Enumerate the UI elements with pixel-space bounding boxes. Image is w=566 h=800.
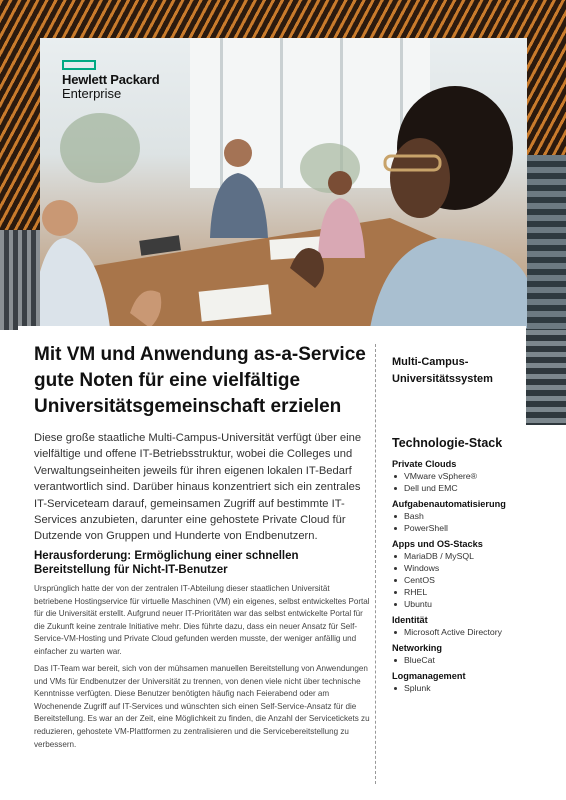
stack-item-list: [392, 654, 522, 666]
hpe-logo: [62, 60, 159, 101]
stack-category: Private Clouds: [392, 459, 457, 469]
hero-left-strip: [0, 230, 40, 330]
stack-item: BlueCat: [392, 654, 522, 666]
stack-item: Bash: [392, 510, 522, 522]
stack-category: Networking: [392, 643, 443, 653]
challenge-heading: Herausforderung: Ermöglichung einer schnellen Bereitstellung für Nicht-IT-Benutzer: [34, 550, 299, 576]
stack-category: Logmanagement: [392, 671, 466, 681]
stack-item-list: [392, 470, 522, 494]
company-name: Multi-Campus-Universitätssystem: [392, 356, 493, 385]
tech-stack: [392, 458, 522, 694]
stack-item: VMware vSphere®: [392, 470, 522, 482]
stack-item: MariaDB / MySQL: [392, 550, 522, 562]
stack-item-list: [392, 626, 522, 638]
stack-item: Microsoft Active Directory: [392, 626, 522, 638]
logo-line1: Hewlett Packard: [62, 72, 160, 87]
stack-item: Ubuntu: [392, 598, 522, 610]
stack-item: Splunk: [392, 682, 522, 694]
hpe-logo-bar-icon: [62, 60, 96, 70]
intro-paragraph: Diese große staatliche Multi-Campus-Universität verfügt über eine vielfältige und offene IT-Betriebsstruktur, wobei die Colleges und Verwaltungseinheiten jeweils für ihren eigenen lokalen IT-Bedarf verantwortlich sind. Darüber hinaus konzentriert sich ein zentrales IT-Serviceteam darauf, gemeinsamen Zugriff auf bestimmte IT-Services anzubieten, darunter eine gehostete Private Cloud für Dutzende von Gruppen und Hunderte von Endbenutzern.: [34, 432, 362, 543]
column-divider: [375, 344, 376, 784]
page-title: Mit VM und Anwendung as-a-Service gute Noten für eine vielfältige Universitätsgemeinschaft erzielen: [34, 344, 366, 417]
stack-item: CentOS: [392, 574, 522, 586]
stack-item: Windows: [392, 562, 522, 574]
stack-item-list: [392, 550, 522, 610]
stack-item-list: [392, 510, 522, 534]
stack-item: PowerShell: [392, 522, 522, 534]
stack-item-list: [392, 682, 522, 694]
right-edge-strip: [526, 330, 566, 425]
stack-category: Apps und OS-Stacks: [392, 539, 483, 549]
challenge-paragraph-1: Ursprünglich hatte der von der zentralen IT-Abteilung dieser staatlichen Universität betriebene Hostingservice für virtuelle Maschinen (VM) ein eigenes, selbst entwickeltes Portal für die Universität erstellt. Aufgrund neuer IT-Prioritäten war das selbst entwickelte Portal für die Zukunft keine zentrale Initiative mehr. Dies führte dazu, dass ein neuer Ansatz für Self-Service-VM-Hosting und Private Cloud gefunden werden musste, der weniger anfällig und einfacher zu warten war.: [34, 584, 370, 656]
sidebar-company: [392, 354, 522, 388]
challenge-paragraph-2: Das IT-Team war bereit, sich von der mühsamen manuellen Bereitstellung von Anwendungen und VMs für Endbenutzer der Universität zu trennen, von denen viele nicht über technische Kenntnisse verfügten. Diese Benutzer benötigten häufig nach Feierabend oder am Wochenende Zugriff auf IT-Services und wünschten sich einen Self-Service-Ansatz für die Bereitstellung. Es war an der Zeit, eine Möglichkeit zu finden, die Anzahl der Servicetickets zu reduzieren, gehostete VM-Plattformen zu zentralisieren und die Servicebereitstellung zu verbessern.: [34, 664, 370, 749]
stack-item: Dell und EMC: [392, 482, 522, 494]
stack-title: Technologie-Stack: [392, 436, 503, 450]
stack-category: Aufgabenautomatisierung: [392, 499, 506, 509]
content-card: [18, 326, 526, 800]
stack-item: RHEL: [392, 586, 522, 598]
logo-line2: Enterprise: [62, 86, 122, 101]
stack-category: Identität: [392, 615, 428, 625]
